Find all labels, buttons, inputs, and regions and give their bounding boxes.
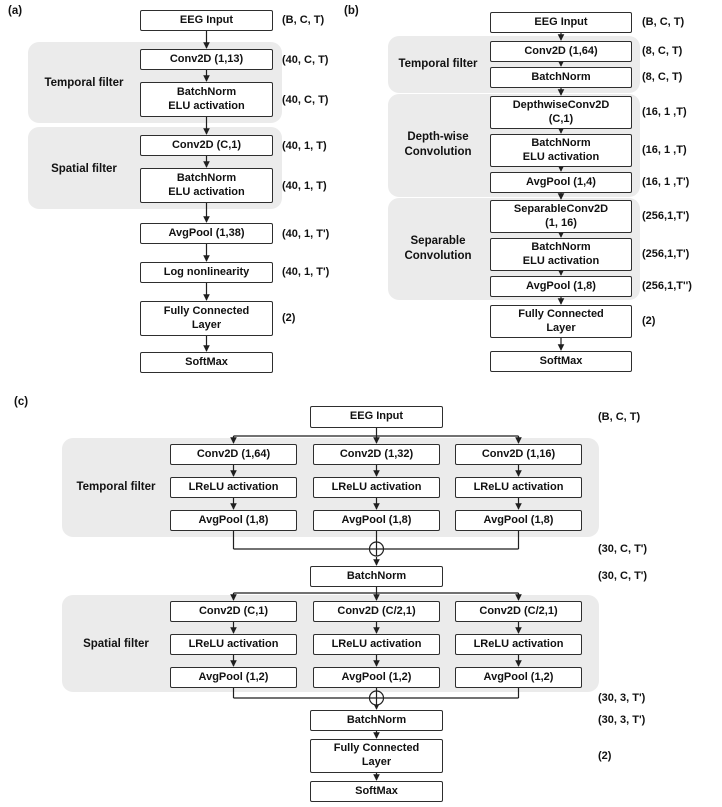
b-depthwise-conv-box: DepthwiseConv2D (C,1) — [490, 96, 632, 129]
panel-c-label: (c) — [14, 396, 29, 408]
tensor-shape-label: (30, C, T') — [598, 543, 648, 555]
tensor-shape-label: (40, 1, T') — [282, 228, 330, 240]
concat-merge-icon — [370, 542, 384, 556]
tensor-shape-label: (40, 1, T) — [282, 140, 327, 152]
c-spatial-lrelu-box-2: LReLU activation — [313, 634, 440, 655]
c-softmax-box: SoftMax — [310, 781, 443, 802]
concat-merge-icon — [370, 691, 384, 705]
tensor-shape-label: (256,1,T'') — [642, 280, 692, 292]
c-spatial-conv-box-2: Conv2D (C/2,1) — [313, 601, 440, 622]
b-separable-avgpool-box: AvgPool (1,8) — [490, 276, 632, 297]
b-depthwise-convolution-label: Depth-wise Convolution — [404, 131, 472, 158]
b-depthwise-avgpool-box: AvgPool (1,4) — [490, 172, 632, 193]
c-spatial-lrelu-box-1: LReLU activation — [170, 634, 297, 655]
b-temporal-batchnorm-box: BatchNorm — [490, 67, 632, 88]
tensor-shape-label: (30, 3, T') — [598, 692, 646, 704]
tensor-shape-label: (30, 3, T') — [598, 714, 646, 726]
b-temporal-filter-label: Temporal filter — [398, 58, 478, 70]
a-fully-connected-box: Fully Connected Layer — [140, 301, 273, 336]
a-spatial-batchnorm-elu-box: BatchNorm ELU activation — [140, 168, 273, 203]
c-temporal-conv-box-1: Conv2D (1,64) — [170, 444, 297, 465]
tensor-shape-label: (2) — [282, 312, 296, 324]
b-separable-conv-box: SeparableConv2D (1, 16) — [490, 200, 632, 233]
c-batchnorm1-box: BatchNorm — [310, 566, 443, 587]
tensor-shape-label: (40, C, T) — [282, 94, 329, 106]
c-temporal-lrelu-box-3: LReLU activation — [455, 477, 582, 498]
tensor-shape-label: (16, 1 ,T) — [642, 106, 687, 118]
tensor-shape-label: (B, C, T) — [598, 411, 641, 423]
c-temporal-avgpool-box-2: AvgPool (1,8) — [313, 510, 440, 531]
tensor-shape-label: (256,1,T') — [642, 210, 690, 222]
c-eeg-input-box: EEG Input — [310, 406, 443, 428]
a-temporal-batchnorm-elu-box: BatchNorm ELU activation — [140, 82, 273, 117]
tensor-shape-label: (40, 1, T) — [282, 180, 327, 192]
c-spatial-avgpool-box-2: AvgPool (1,2) — [313, 667, 440, 688]
tensor-shape-label: (B, C, T) — [642, 16, 685, 28]
a-temporal-filter-label: Temporal filter — [44, 77, 124, 89]
c-temporal-filter-label: Temporal filter — [76, 481, 156, 493]
panel-a-label: (a) — [8, 5, 23, 17]
b-temporal-conv-box: Conv2D (1,64) — [490, 41, 632, 62]
b-fully-connected-box: Fully Connected Layer — [490, 305, 632, 338]
b-separable-convolution-label: Separable Convolution — [404, 235, 472, 262]
a-log-nonlinearity-box: Log nonlinearity — [140, 262, 273, 283]
c-temporal-lrelu-box-2: LReLU activation — [313, 477, 440, 498]
c-temporal-conv-box-2: Conv2D (1,32) — [313, 444, 440, 465]
c-temporal-conv-box-3: Conv2D (1,16) — [455, 444, 582, 465]
b-softmax-box: SoftMax — [490, 351, 632, 372]
c-fully-connected-box: Fully Connected Layer — [310, 739, 443, 773]
tensor-shape-label: (2) — [598, 750, 612, 762]
b-eeg-input-box: EEG Input — [490, 12, 632, 33]
b-depthwise-batchnorm-elu-box: BatchNorm ELU activation — [490, 134, 632, 167]
a-softmax-box: SoftMax — [140, 352, 273, 373]
a-spatial-filter-label: Spatial filter — [51, 163, 117, 175]
c-spatial-avgpool-box-3: AvgPool (1,2) — [455, 667, 582, 688]
tensor-shape-label: (40, 1, T') — [282, 266, 330, 278]
a-avgpool-box: AvgPool (1,38) — [140, 223, 273, 244]
c-spatial-conv-box-1: Conv2D (C,1) — [170, 601, 297, 622]
c-spatial-filter-label: Spatial filter — [83, 638, 149, 650]
a-temporal-conv-box: Conv2D (1,13) — [140, 49, 273, 70]
c-spatial-lrelu-box-3: LReLU activation — [455, 634, 582, 655]
tensor-shape-label: (16, 1 ,T') — [642, 176, 690, 188]
tensor-shape-label: (B, C, T) — [282, 14, 325, 26]
b-separable-batchnorm-elu-box: BatchNorm ELU activation — [490, 238, 632, 271]
c-temporal-lrelu-box-1: LReLU activation — [170, 477, 297, 498]
tensor-shape-label: (2) — [642, 315, 656, 327]
tensor-shape-label: (40, C, T) — [282, 54, 329, 66]
tensor-shape-label: (8, C, T) — [642, 45, 683, 57]
tensor-shape-label: (30, C, T') — [598, 570, 648, 582]
tensor-shape-label: (256,1,T') — [642, 248, 690, 260]
tensor-shape-label: (16, 1 ,T) — [642, 144, 687, 156]
a-eeg-input-box: EEG Input — [140, 10, 273, 31]
c-spatial-avgpool-box-1: AvgPool (1,2) — [170, 667, 297, 688]
c-batchnorm2-box: BatchNorm — [310, 710, 443, 731]
c-temporal-avgpool-box-1: AvgPool (1,8) — [170, 510, 297, 531]
c-temporal-avgpool-box-3: AvgPool (1,8) — [455, 510, 582, 531]
tensor-shape-label: (8, C, T) — [642, 71, 683, 83]
a-spatial-conv-box: Conv2D (C,1) — [140, 135, 273, 156]
panel-b-label: (b) — [344, 5, 359, 17]
c-spatial-conv-box-3: Conv2D (C/2,1) — [455, 601, 582, 622]
